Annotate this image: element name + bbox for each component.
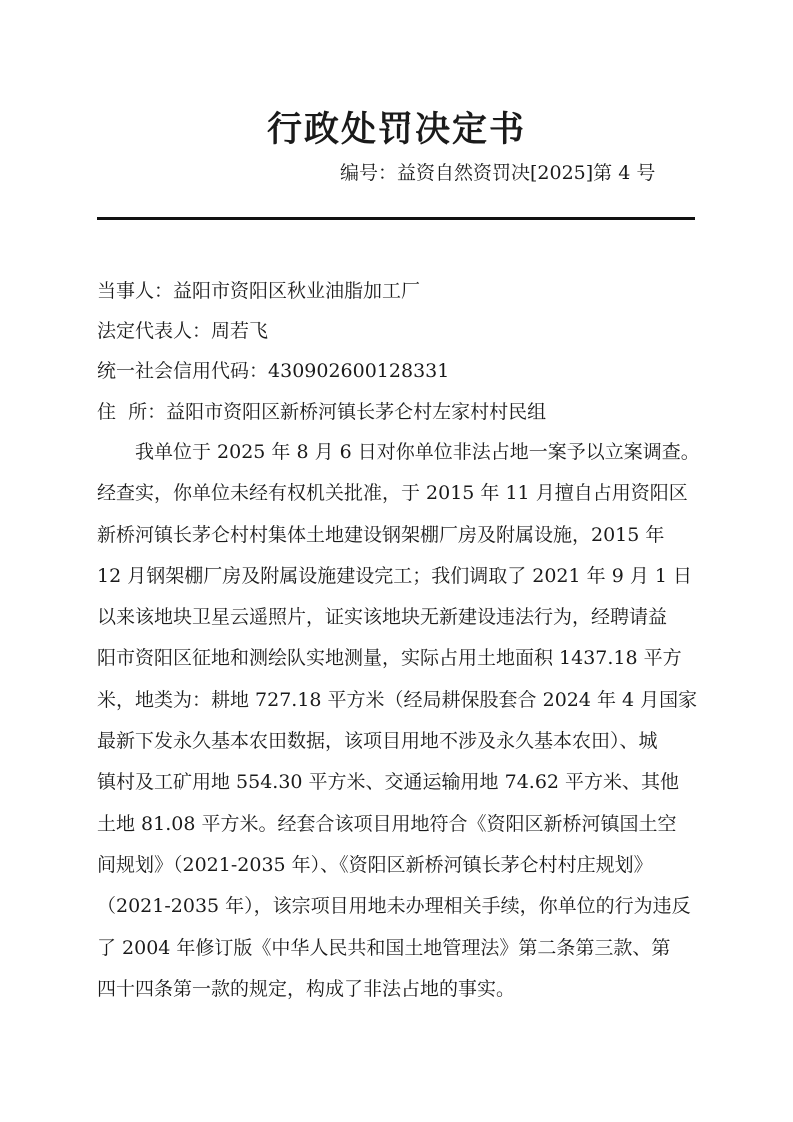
body-line: 土地 81.08 平方米。经套合该项目用地符合《资阳区新桥河镇国土空 xyxy=(97,812,677,835)
body-line: 间规划》（2021-2035 年）、《资阳区新桥河镇长茅仑村村庄规划》 xyxy=(97,853,653,876)
body-line: 新桥河镇长茅仑村村集体土地建设钢架棚厂房及附属设施，2015 年 xyxy=(97,523,665,546)
legal-rep-value: 周若飞 xyxy=(211,320,269,342)
body-line: 四十四条第一款的规定，构成了非法占地的事实。 xyxy=(97,977,516,1000)
party-field xyxy=(97,276,420,306)
body-line: 最新下发永久基本农田数据，该项目用地不涉及永久基本农田）、城 xyxy=(97,730,658,753)
body-line: 了 2004 年修订版《中华人民共和国土地管理法》第二条第三款、第 xyxy=(97,936,671,959)
body-line: （2021-2035 年），该宗项目用地未办理相关手续，你单位的行为违反 xyxy=(97,895,691,918)
document-title: 行政处罚决定书 xyxy=(266,109,526,150)
body-line: 我单位于 2025 年 8 月 6 日对你单位非法占地一案予以立案调查。 xyxy=(135,441,700,463)
body-line: 以来该地块卫星云遥照片，证实该地块无新建设违法行为，经聘请益 xyxy=(97,606,668,629)
document-number: 编号：益资自然资罚决[2025]第 4 号 xyxy=(340,162,656,184)
body-line: 12 月钢架棚厂房及附属设施建设完工；我们调取了 2021 年 9 月 1 日 xyxy=(97,564,692,587)
credit-code-label: 统一社会信用代码： xyxy=(97,360,269,382)
address-label: 住 所： xyxy=(97,401,167,423)
legal-rep-label: 法定代表人： xyxy=(97,320,212,342)
credit-code-field xyxy=(97,356,449,386)
body-line: 镇村及工矿用地 554.30 平方米、交通运输用地 74.62 平方米、其他 xyxy=(97,771,680,794)
body-line: 米，地类为：耕地 727.18 平方米（经局耕保股套合 2024 年 4 月国家 xyxy=(97,688,698,711)
legal-rep-field xyxy=(97,316,268,346)
body-line: 阳市资阳区征地和测绘队实地测量，实际占用土地面积 1437.18 平方 xyxy=(97,647,682,670)
body-paragraph xyxy=(97,432,700,1010)
address-value: 益阳市资阳区新桥河镇长茅仑村左家村村民组 xyxy=(166,401,547,423)
party-value: 益阳市资阳区秋业油脂加工厂 xyxy=(173,280,421,302)
body-line: 经查实，你单位未经有权机关批准，于 2015 年 11 月擅自占用资阳区 xyxy=(97,482,688,505)
address-field xyxy=(97,397,546,427)
header-divider xyxy=(97,217,695,220)
credit-code-value: 430902600128331 xyxy=(268,360,450,382)
party-label: 当事人： xyxy=(97,280,174,302)
